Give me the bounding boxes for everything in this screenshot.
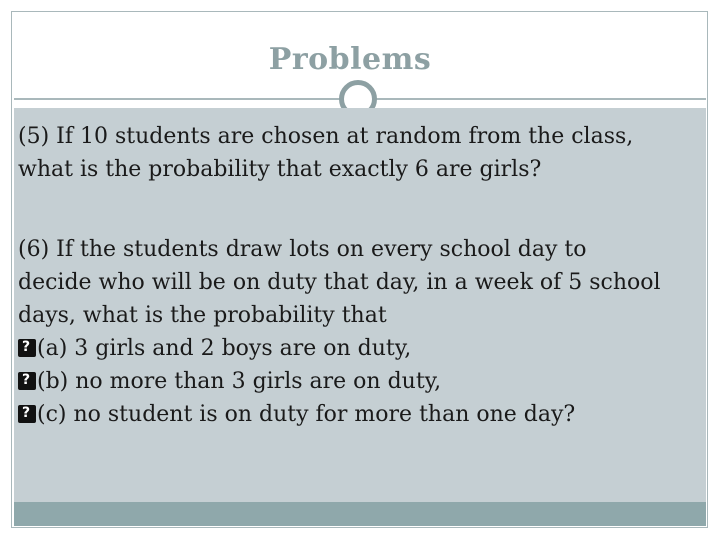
footer-bar: [14, 502, 706, 526]
missing-glyph-icon: [18, 339, 36, 357]
part-b-text: (b) no more than 3 girls are on duty,: [37, 369, 442, 394]
problem-6-part-b: [18, 365, 661, 398]
problem-6: [18, 233, 661, 431]
problem-5-line: what is the probability that exactly 6 are girls?: [18, 157, 542, 182]
problem-5-line: (5) If 10 students are chosen at random from the class,: [18, 124, 634, 149]
problem-5: [18, 120, 633, 186]
problem-6-part-a: [18, 332, 661, 365]
missing-glyph-icon: [18, 405, 36, 423]
missing-glyph-icon: [18, 372, 36, 390]
part-a-text: (a) 3 girls and 2 boys are on duty,: [37, 336, 412, 361]
slide-title: Problems: [268, 42, 432, 77]
part-c-text: (c) no student is on duty for more than one day?: [37, 402, 576, 427]
problem-6-line: (6) If the students draw lots on every school day to: [18, 237, 587, 262]
problem-6-line: decide who will be on duty that day, in a week of 5 school: [18, 270, 661, 295]
problem-6-line: days, what is the probability that: [18, 303, 387, 328]
problem-6-part-c: [18, 398, 661, 431]
